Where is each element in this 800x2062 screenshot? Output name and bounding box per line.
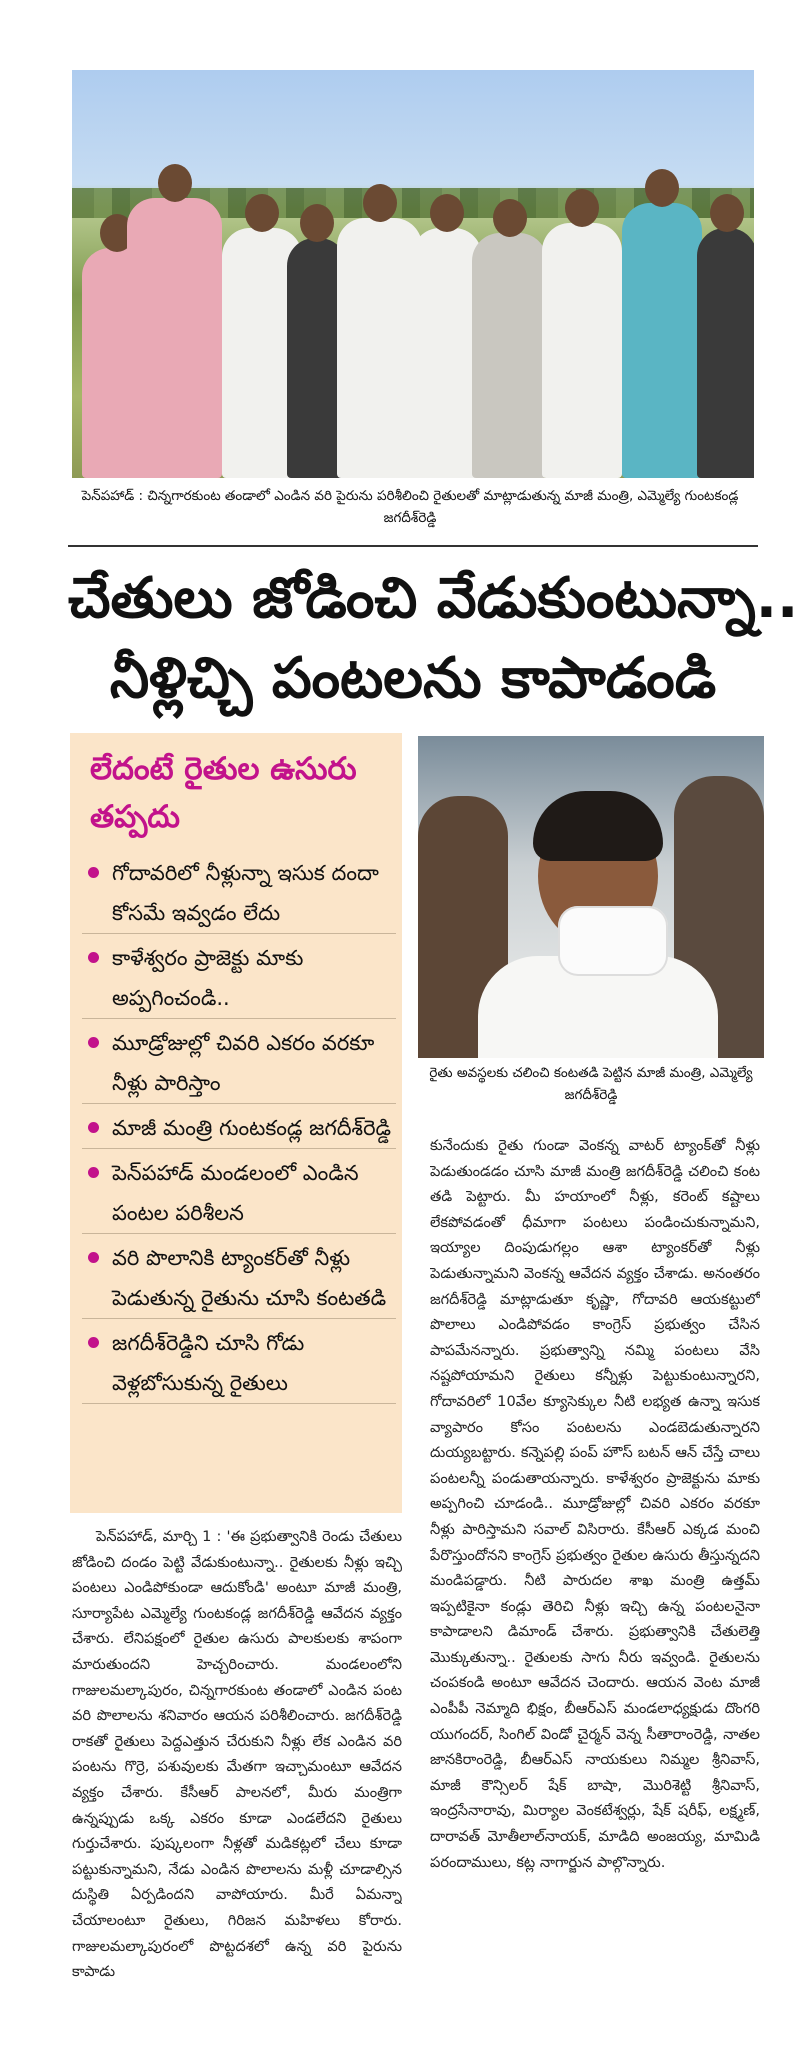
highlights-box [70, 733, 402, 1513]
highlight-item [82, 1153, 396, 1234]
bullet-icon [88, 1037, 99, 1048]
handkerchief [558, 906, 668, 976]
highlight-text: గోదావరిలో నీళ్లున్నా ఇసుక దందా కోసమే ఇవ్వడం లేదు [112, 861, 379, 925]
headline-line-1: చేతులు జోడించి వేడుకుంటున్నా.. [68, 566, 799, 631]
highlight-text: వరి పొలానికి ట్యాంకర్‌తో నీళ్లు పెడుతున్న రైతును చూసి కంటతడి [112, 1246, 387, 1310]
person-figure [472, 233, 547, 478]
top-photo-caption: పెన్‌పహాడ్ : చిన్నగారకుంట తండాలో ఎండిన వరి పైరును పరిశీలించి రైతులతో మాట్లాడుతున్న మాజీ మంత్రి, ఎమ్మెల్యే గుంటకండ్ల జగదీశ్‌రెడ్డి [81, 488, 739, 526]
highlight-text: మూడ్రోజుల్లో చివరి ఎకరం వరకూ నీళ్లు పారిస్తాం [112, 1031, 375, 1095]
highlight-text: మాజీ మంత్రి గుంటకండ్ల జగదీశ్‌రెడ్డి [112, 1116, 392, 1140]
highlight-text: జగదీశ్‌రెడ్డిని చూసి గోడు వెళ్లబోసుకున్న రైతులు [112, 1331, 305, 1395]
highlight-text: కాళేశ్వరం ప్రాజెక్టు మాకు అప్పగించండి.. [112, 946, 304, 1010]
highlight-item [82, 1323, 396, 1404]
highlight-item [82, 1023, 396, 1104]
article-body-right [430, 1133, 760, 2053]
person-figure [127, 198, 222, 478]
person-hair [533, 791, 663, 861]
person-figure [697, 228, 754, 478]
article-paragraph: పెన్‌పహాడ్, మార్చి 1 : 'ఈ ప్రభుత్వానికి రెండు చేతులు జోడించి దండం పెట్టి వేడుకుంటున్నా.. రైతులకు నీళ్లు ఇచ్చి పంటలు ఎండిపోకుండా ఆదుకోండి' అంటూ మాజీ మంత్రి, సూర్యాపేట ఎమ్మెల్యే గుంటకండ్ల జగదీశ్‌రెడ్డి ఆవేదన వ్యక్తం చేశారు. లేనిపక్షంలో రైతుల ఉసురు పాలకులకు శాపంగా మారుతుందని హెచ్చరించారు. మండలంలోని గాజులమల్కాపురం, చిన్నగారకుంట తండాలో ఎండిన పంట వరి పొలాలను శనివారం ఆయన పరిశీలించారు. జగదీశ్‌రెడ్డి రాకతో రైతులు పెద్దఎత్తున చేరుకుని నీళ్లు లేక ఎండిన వరి పంటను గొర్రె, పశువులకు మేతగా ఇచ్చామంటూ ఆవేదన వ్యక్తం చేశారు. కేసీఆర్ పాలనలో, మీరు మంత్రిగా ఉన్నప్పుడు ఒక్క ఎకరం కూడా ఎండలేదని రైతులు గుర్తుచేశారు. పుష్కలంగా నీళ్లతో మడికట్లలో చేలు కూడా పట్టుకున్నామని, నేడు ఎండిన పొలాలను మళ్లీ చూడాల్సిన దుస్థితి ఏర్పడిందని వాపోయారు. మీరే ఏమన్నా చేయాలంటూ రైతులు, గిరిజన మహిళలు కోరారు. గాజులమల్కాపురంలో పొట్టదశలో ఉన్న వరి పైరును కాపాడు [72, 1528, 402, 1981]
bullet-icon [88, 1337, 99, 1348]
headline-line-2: నీళ్లిచ్చి పంటలను కాపాడండి [109, 646, 717, 711]
bullet-icon [88, 1167, 99, 1178]
highlight-text: పెన్‌పహాడ్ మండలంలో ఎండిన పంటల పరిశీలన [112, 1161, 359, 1225]
bullet-icon [88, 1122, 99, 1133]
top-news-photo [72, 70, 754, 478]
highlight-item [82, 1108, 396, 1149]
section-divider [68, 545, 758, 547]
highlight-item [82, 938, 396, 1019]
highlights-title: లేదంటే రైతుల ఉసురు తప్పదు [90, 751, 357, 835]
person-figure [337, 218, 422, 478]
person-figure [542, 223, 622, 478]
highlights-list [82, 853, 396, 1408]
emotional-leader-photo [418, 736, 764, 1058]
bullet-icon [88, 952, 99, 963]
highlight-item [82, 853, 396, 934]
article-paragraph: కునేందుకు రైతు గుండా వెంకన్న వాటర్ ట్యాంక్‌తో నీళ్లు పెడుతుండడం చూసి మాజీ మంత్రి జగదీశ్‌రెడ్డి చలించి కంట తడి పెట్టారు. మీ హయాంలో నీళ్లు, కరెంట్ కష్టాలు లేకపోవడంతో ధీమాగా పంటలు పండించుకున్నామని, ఇయ్యాల దింపుడుగల్లం ఆశా ట్యాంకర్‌తో నీళ్లు పెడుతున్నామని వెంకన్న ఆవేదన వ్యక్తం చేశాడు. అనంతరం జగదీశ్‌రెడ్డి మాట్లాడుతూ కృష్ణా, గోదావరి ఆయకట్టులో పొలాలు ఎండిపోవడం కాంగ్రెస్ ప్రభుత్వం చేసిన పాపమేనన్నారు. ప్రభుత్వాన్ని నమ్మి పంటలు వేసి నష్టపోయామని రైతులు కన్నీళ్లు పెట్టుకుంటున్నారని, గోదావరిలో 10వేల క్యూసెక్కుల నీటి లభ్యత ఉన్నా ఇసుక వ్యాపారం కోసం పంటలను ఎండబెడుతున్నారని దుయ్యబట్టారు. కన్నెపల్లి పంప్ హౌస్ బటన్ ఆన్ చేస్తే చాలు పంటలన్నీ పండుతాయన్నారు. కాళేశ్వరం ప్రాజెక్టును మాకు అప్పగించి చూడండి.. మూడ్రోజుల్లో చివరి ఎకరం వరకూ నీళ్లు పారిస్తామని సవాల్ విసిరారు. కేసీఆర్ ఎక్కడ మంచి పేరొస్తుందోనని కాంగ్రెస్ ప్రభుత్వం రైతుల ఉసురు తీస్తున్నదని మండిపడ్డారు. నీటి పారుదల శాఖ మంత్రి ఉత్తమ్ ఇప్పటికైనా కండ్లు తెరిచి నీళ్లు ఇచ్చి ఉన్న పంటలనైనా కాపాడాలని డిమాండ్ చేశారు. ప్రభుత్వానికి చేతులెత్తి మొక్కుతున్నా.. రైతులకు సాగు నీరు ఇవ్వండి. రైతులను చంపకండి అంటూ ఆవేదన చెందారు. ఆయన వెంట మాజీ ఎంపీపీ నెమ్మాది భిక్షం, బీఆర్‌ఎస్ మండలాధ్యక్షుడు దొంగరి యుగందర్, సింగిల్ విండో చైర్మన్ వెన్న సీతారాంరెడ్డి, నాతల జానకిరాంరెడ్డి, బీఆర్‌ఎస్ నాయకులు నిమ్మల శ్రీనివాస్, మాజీ కౌన్సిలర్ షేక్ బాషా, మొరిశెట్టి శ్రీనివాస్, ఇంద్రసేనారావు, మిర్యాల వెంకటేశ్వర్లు, షేక్ షరీఫ్, లక్ష్మణ్, దారావత్ మోతీలాల్‌నాయక్, మాడిది అంజయ్య, మామిడి పరందాములు, కట్ల నాగార్జున పాల్గొన్నారు. [430, 1137, 760, 1871]
highlight-item [82, 1238, 396, 1319]
second-photo-caption: రైతు అవస్థలకు చలించి కంటతడి పెట్టిన మాజీ మంత్రి, ఎమ్మెల్యే జగదీశ్‌రెడ్డి [429, 1065, 753, 1103]
person-figure [622, 203, 702, 478]
article-body-left [72, 1524, 402, 2054]
bullet-icon [88, 1252, 99, 1263]
bullet-icon [88, 867, 99, 878]
